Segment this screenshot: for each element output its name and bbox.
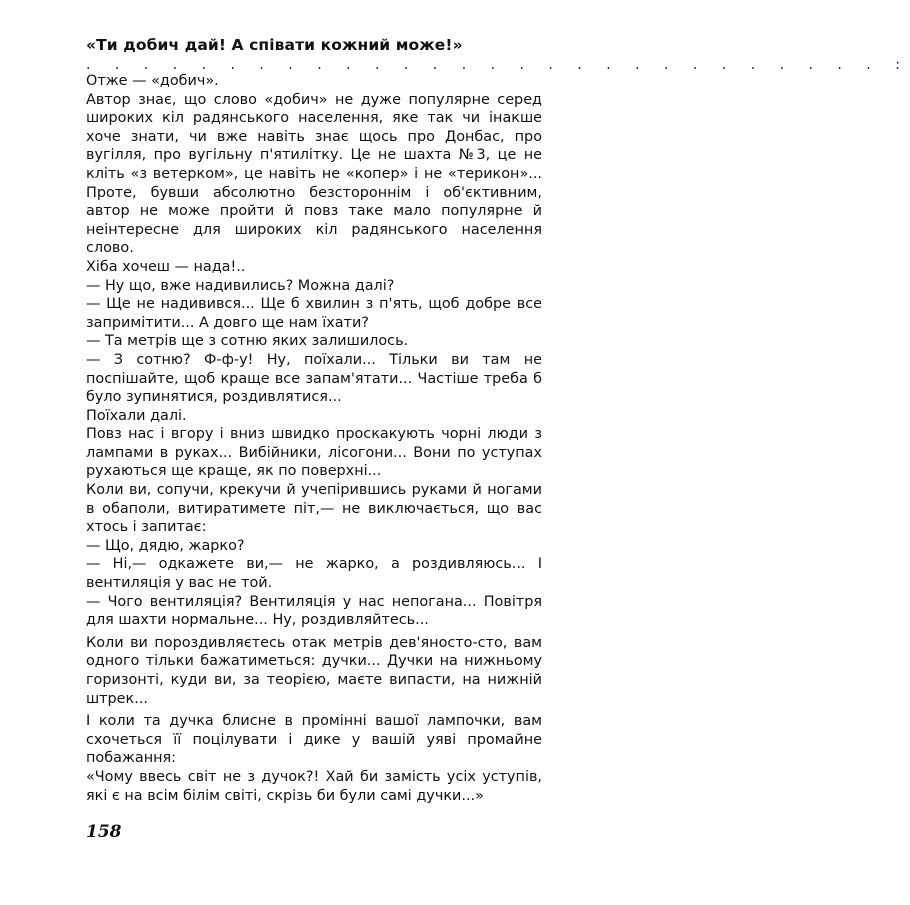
paragraph: Поїхали далі.	[86, 407, 187, 424]
paragraph: — Та метрів ще з сотню яких залишилось.	[86, 333, 409, 350]
paragraph: — Ще не надивився... Ще б хвилин з п'ять, щоб добре все запримітити... А довго ще нам їхати?	[86, 296, 542, 331]
section-separator: . . . . . . . . . . . . . . . . . . . . . . . . . . . . :	[86, 57, 910, 73]
paragraph: — Ну що, вже надивились? Можна далі?	[86, 277, 395, 294]
paragraph: Автор знає, що слово «добич» не дуже популярне серед широких кіл радянського населення, яке так чи інакше хоче знати, чи вже навіть знає щось про Донбас, про вугілля, про вугільну п'ятилітку. Це не шахта №3, це не кліть «з ветерком», це навіть не «копер» і не «терикон»... Проте, бувши абсолютно безстороннім і об'єктивним, автор не може пройти й повз таке мало популярне й неінтересне для широких кіл радянського населення слово.	[86, 91, 542, 257]
paragraph: «Чому ввесь світ не з дучок?! Хай би замість усіх уступів, які є на всім білім світі, скрізь би були самі дучки...»	[86, 768, 542, 804]
body-text	[86, 72, 542, 805]
paragraph: І коли та дучка блисне в промінні вашої лампочки, вам схочеться її поцілувати і дике у вашій уяві промайне побажання:	[86, 713, 542, 767]
paragraph: — Чого вентиляція? Вентиляція у нас непогана... Повітря для шахти нормальне... Ну, роздивляйтесь...	[86, 593, 542, 629]
page-number: 158	[86, 822, 122, 842]
paragraph: Хіба хочеш — нада!..	[86, 258, 246, 275]
paragraph: Коли ви пороздивляєтесь отак метрів дев'яносто-сто, вам одного тільки бажатиметься: дучки... Дучки на нижньому горизонті, куди ви, за теорією, маєте випасти, на нижній штрек...	[86, 634, 542, 707]
paragraph: Отже — «добич».	[86, 73, 219, 89]
paragraph: — Ні,— одкажете ви,— не жарко, а роздивляюсь... І вентиляція у вас не той.	[86, 556, 542, 592]
paragraph: Коли ви, сопучи, крекучи й учепірившись руками й ногами в обаполи, витиратимете піт,— не виключається, що вас хтось і запитає:	[86, 482, 542, 536]
paragraph: — З сотню? Ф-ф-у! Ну, поїхали... Тільки ви там не поспішайте, щоб краще все запам'ятати... Частіше треба б було зупинятися, роздивлятися...	[86, 351, 542, 406]
running-head: «Ти добич дай! А співати кожний може!»	[86, 36, 463, 54]
paragraph: Повз нас і вгору і вниз швидко проскакують чорні люди з лампами в руках... Вибійники, лісогони... Вони по уступах рухаються ще краще, як по поверхні...	[86, 426, 542, 480]
paragraph: — Що, дядю, жарко?	[86, 537, 245, 554]
